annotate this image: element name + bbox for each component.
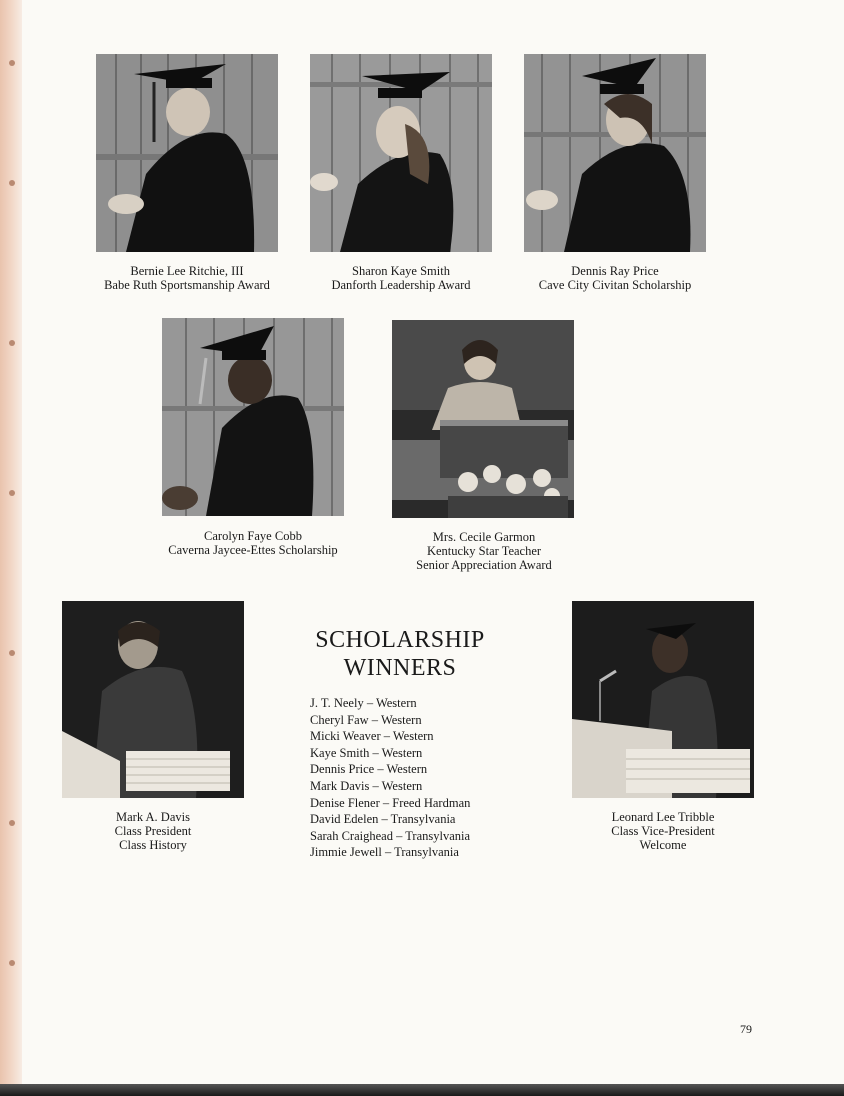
list-item: Cheryl Faw – Western (310, 712, 422, 727)
photo-smith (310, 54, 492, 252)
award-title: Danforth Leadership Award (331, 278, 471, 292)
speaker-speech: Class History (119, 838, 187, 852)
page-number: 79 (740, 1022, 752, 1036)
photo-price (524, 54, 706, 252)
caption-tribble (562, 810, 764, 852)
photo-cobb (162, 318, 344, 516)
binding-hole (9, 340, 15, 346)
award-title: Senior Appreciation Award (416, 558, 552, 572)
photo-davis (62, 601, 244, 798)
list-item: Micki Weaver – Western (310, 729, 434, 744)
award-title: Caverna Jaycee-Ettes Scholarship (168, 543, 338, 557)
photo-ritchie (96, 54, 278, 252)
caption-cobb (152, 529, 354, 557)
award-title: Cave City Civitan Scholarship (538, 278, 692, 292)
list-item: Kaye Smith – Western (310, 745, 423, 760)
binding-hole (9, 490, 15, 496)
binding-hole (9, 960, 15, 966)
photo-tribble (572, 601, 754, 798)
award-recipient-name: Mrs. Cecile Garmon (432, 530, 536, 544)
binding-edge (0, 0, 22, 1096)
speaker-speech: Welcome (639, 838, 687, 852)
caption-davis (52, 810, 254, 852)
list-item: Mark Davis – Western (310, 778, 423, 793)
scholarship-heading-line2: WINNERS (343, 655, 457, 681)
speaker-role: Class President (114, 824, 192, 838)
speaker-name: Leonard Lee Tribble (611, 810, 715, 824)
award-recipient-name: Dennis Ray Price (571, 264, 659, 278)
scholarship-heading-line1: SCHOLARSHIP (315, 627, 485, 653)
caption-garmon (374, 530, 594, 572)
award-recipient-name: Carolyn Faye Cobb (204, 529, 302, 543)
award-recipient-name: Bernie Lee Ritchie, III (130, 264, 244, 278)
caption-price (514, 264, 716, 292)
binding-hole (9, 820, 15, 826)
scholarship-heading (300, 626, 500, 682)
award-recipient-name: Sharon Kaye Smith (352, 264, 450, 278)
caption-smith (300, 264, 502, 292)
photo-garmon (392, 320, 574, 518)
list-item: Denise Flener – Freed Hardman (310, 795, 471, 810)
list-item: Jimmie Jewell – Transylvania (310, 845, 459, 860)
award-title: Babe Ruth Sportsmanship Award (104, 278, 270, 292)
list-item: Sarah Craighead – Transylvania (310, 828, 471, 843)
list-item: David Edelen – Transylvania (310, 812, 456, 827)
list-item: Dennis Price – Western (310, 762, 428, 777)
binding-hole (9, 180, 15, 186)
page-bottom-edge (0, 1084, 844, 1096)
speaker-role: Class Vice-President (611, 824, 715, 838)
caption-ritchie (86, 264, 288, 292)
scholarship-winners-list (310, 695, 530, 861)
binding-hole (9, 60, 15, 66)
speaker-name: Mark A. Davis (116, 810, 190, 824)
binding-hole (9, 650, 15, 656)
award-title: Kentucky Star Teacher (426, 544, 542, 558)
list-item: J. T. Neely – Western (310, 696, 417, 710)
